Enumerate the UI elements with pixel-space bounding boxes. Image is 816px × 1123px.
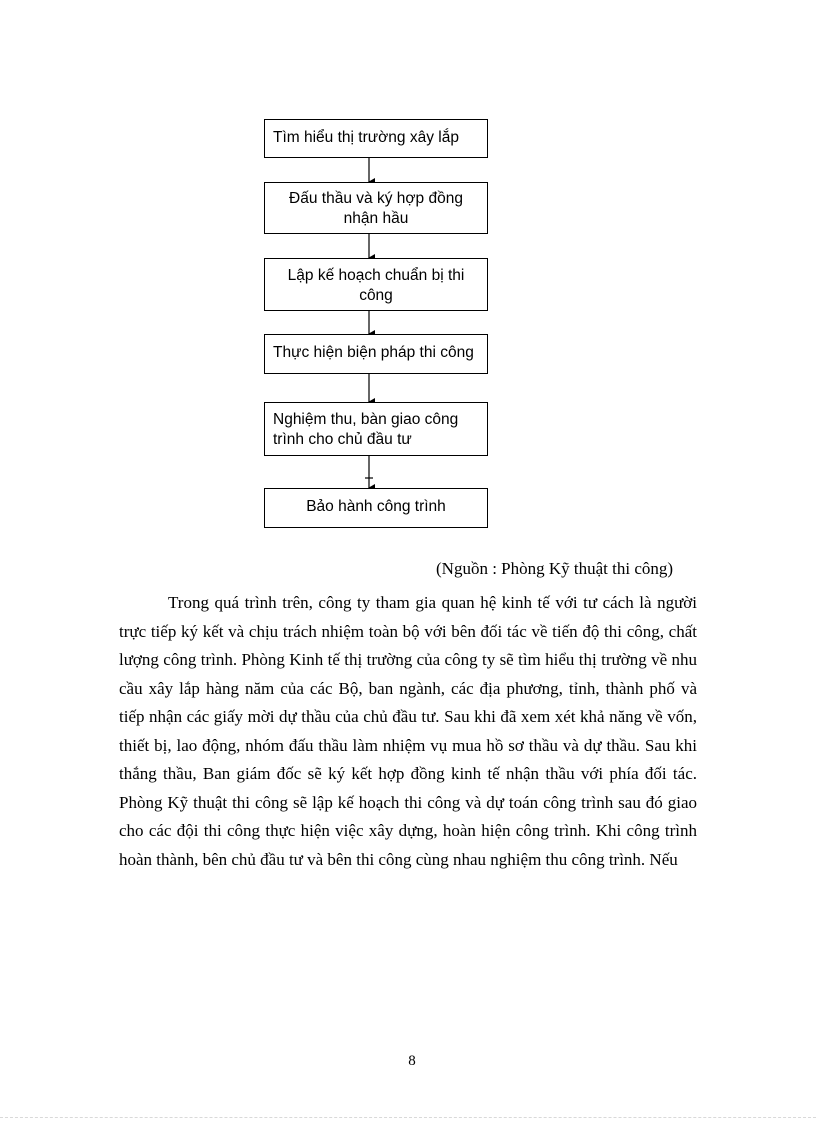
flow-step-text: nhận hầu [343, 210, 409, 227]
flow-step-text: Đấu thầu và ký hợp đồng [289, 190, 463, 207]
flow-step-bidding-contract [264, 182, 488, 234]
flow-step-warranty [264, 488, 488, 528]
flow-step-text: Lập kế hoạch chuẩn bị thi [287, 267, 465, 284]
flow-step-text: Thực hiện biện pháp thi công [273, 344, 474, 361]
flow-step-acceptance-handover [264, 402, 488, 456]
page-edge-divider [0, 1117, 816, 1118]
flow-step-planning [264, 258, 488, 311]
page-number: 8 [408, 1053, 416, 1069]
flow-step-text: trình cho chủ đầu tư [273, 431, 412, 448]
flow-step-text: Nghiệm thu, bàn giao công [273, 411, 459, 428]
flow-step-construction [264, 334, 488, 374]
flow-step-text: Bảo hành công trình [306, 498, 446, 515]
body-paragraph: Trong quá trình trên, công ty tham gia quan hệ kinh tế với tư cách là người trực tiếp ký kết và chịu trách nhiệm toàn bộ với bên đối tác về tiến độ thi công, chất lượng công trình. Phòng Kinh tế thị trường của công ty sẽ tìm hiểu thị trường về nhu cầu xây lắp hàng năm của các Bộ, ban ngành, các địa phương, tỉnh, thành phố và tiếp nhận các giấy mời dự thầu của chủ đầu tư. Sau khi đã xem xét khả năng về vốn, thiết bị, lao động, nhóm đấu thầu làm nhiệm vụ mua hồ sơ thầu và dự thầu. Sau khi thắng thầu, Ban giám đốc sẽ ký kết hợp đồng kinh tế nhận thầu với phía đối tác. Phòng Kỹ thuật thi công sẽ lập kế hoạch thi công và dự toán công trình sau đó giao cho các đội thi công thực hiện việc xây dựng, hoàn hiện công trình. Khi công trình hoàn thành, bên chủ đầu tư và bên thi công cùng nhau nghiệm thu công trình. Nếu [119, 593, 697, 869]
flow-step-text: Tìm hiểu thị trường xây lắp [273, 129, 459, 146]
source-note: (Nguồn : Phòng Kỹ thuật thi công) [436, 559, 674, 578]
flow-step-market-research [264, 119, 488, 158]
flow-step-text: công [359, 287, 393, 304]
